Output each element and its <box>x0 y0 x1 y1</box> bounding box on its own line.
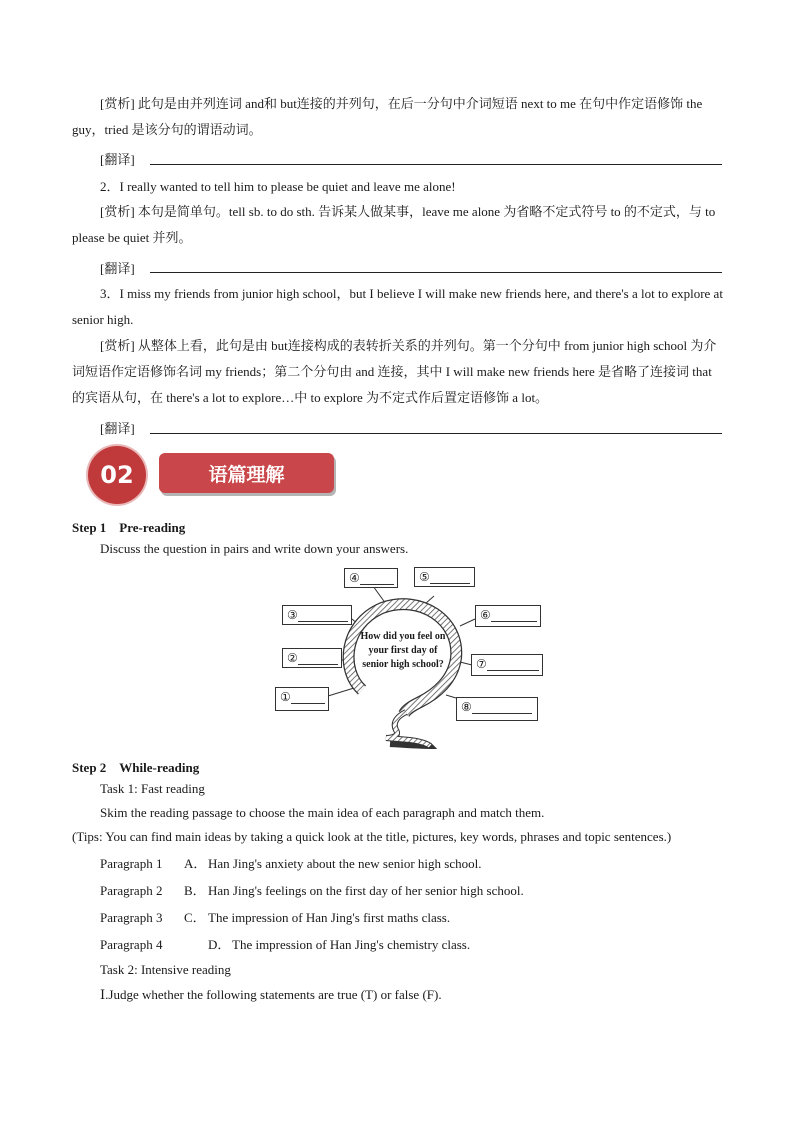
option-text: The impression of Han Jing's chemistry class. <box>232 937 471 952</box>
answer-box-5[interactable] <box>414 567 475 587</box>
answer-marker: ⑥ <box>480 608 491 622</box>
translation-answer-line[interactable] <box>150 433 722 434</box>
answer-box-8[interactable] <box>456 697 538 721</box>
answer-box-1[interactable] <box>275 687 329 711</box>
translate-label: [翻译] <box>100 152 135 167</box>
answer-marker: ③ <box>287 608 298 622</box>
match-row <box>100 854 482 874</box>
section-title-banner: 语篇理解 <box>159 453 334 493</box>
analysis-text: 此句是由并列连词 and和 but连接的并列句，在后一分句中介词短语 next to me 在句中作定语修饰 the guy，tried 是该分句的谓语动词。 <box>72 96 703 137</box>
step1-title: Step 1 Pre-reading <box>72 520 186 535</box>
sentence-3: 3．I miss my friends from junior high school，but I believe I will make new friends here, and there's a lot to explore at senior high. <box>72 286 723 327</box>
analysis-1 <box>72 91 723 143</box>
option-text: Han Jing's anxiety about the new senior high school. <box>208 856 482 871</box>
answer-marker: ⑧ <box>461 700 472 714</box>
analysis-tag: [赏析] <box>100 96 135 111</box>
answer-box-3[interactable] <box>282 605 352 625</box>
option-letter: A． <box>184 856 207 871</box>
paragraph-label: Paragraph 3 <box>100 910 163 925</box>
analysis-text: 本句是简单句。tell sb. to do sth. 告诉某人做某事，leave me alone 为省略不定式符号 to 的不定式，与 to please be quiet 并列。 <box>72 204 716 245</box>
center-question: How did you feel on your first day of senior high school? <box>360 631 446 670</box>
task2-instruction: Ⅰ.Judge whether the following statements are true (T) or false (F). <box>100 987 442 1002</box>
analysis-2 <box>72 199 723 251</box>
paragraph-label: Paragraph 1 <box>100 856 163 871</box>
match-row <box>100 935 470 955</box>
answer-marker: ① <box>280 690 291 704</box>
match-row <box>100 881 524 901</box>
translate-label: [翻译] <box>100 421 135 436</box>
step2-title: Step 2 While-reading <box>72 760 200 775</box>
option-text: Han Jing's feelings on the first day of her senior high school. <box>208 883 524 898</box>
paragraph-label: Paragraph 4 <box>100 937 163 952</box>
translation-answer-line[interactable] <box>150 164 722 165</box>
match-row <box>100 908 450 928</box>
analysis-3 <box>72 333 723 411</box>
sentence-2: 2．I really wanted to tell him to please be quiet and leave me alone! <box>100 179 456 194</box>
answer-box-6[interactable] <box>475 605 541 627</box>
answer-box-7[interactable] <box>471 654 543 676</box>
answer-marker: ⑤ <box>419 570 430 584</box>
answer-marker: ④ <box>349 571 360 585</box>
answer-box-2[interactable] <box>282 648 342 668</box>
option-letter: B． <box>184 883 206 898</box>
paragraph-label: Paragraph 2 <box>100 883 163 898</box>
task1-instruction: Skim the reading passage to choose the main idea of each paragraph and match them. <box>100 805 545 820</box>
option-letter: C． <box>184 910 206 925</box>
task2-title: Task 2: Intensive reading <box>100 962 231 977</box>
tips: (Tips: You can find main ideas by taking a quick look at the title, pictures, key words, phrases and topic sentences.) <box>72 829 672 844</box>
step1-instruction: Discuss the question in pairs and write down your answers. <box>100 541 409 556</box>
analysis-tag: [赏析] <box>100 338 135 353</box>
answer-box-4[interactable] <box>344 568 398 588</box>
answer-marker: ② <box>287 651 298 665</box>
option-letter: D． <box>208 937 231 952</box>
option-text: The impression of Han Jing's first maths class. <box>208 910 451 925</box>
task1-title: Task 1: Fast reading <box>100 781 205 796</box>
translation-answer-line[interactable] <box>150 272 722 273</box>
analysis-text: 从整体上看，此句是由 but连接构成的表转折关系的并列句。第一个分句中 from junior high school 为介词短语作定语修饰名词 my friends；第二个分句由 and 连接，其中 I will make new friends here 是省略了连接词 that 的宾语从句，在 there's a lot to explore…中 to explore 为不定式作后置定语修饰 a lot。 <box>72 338 717 405</box>
section-number-badge: 02 <box>88 446 146 504</box>
answer-marker: ⑦ <box>476 657 487 671</box>
translate-label: [翻译] <box>100 261 135 276</box>
analysis-tag: [赏析] <box>100 204 135 219</box>
